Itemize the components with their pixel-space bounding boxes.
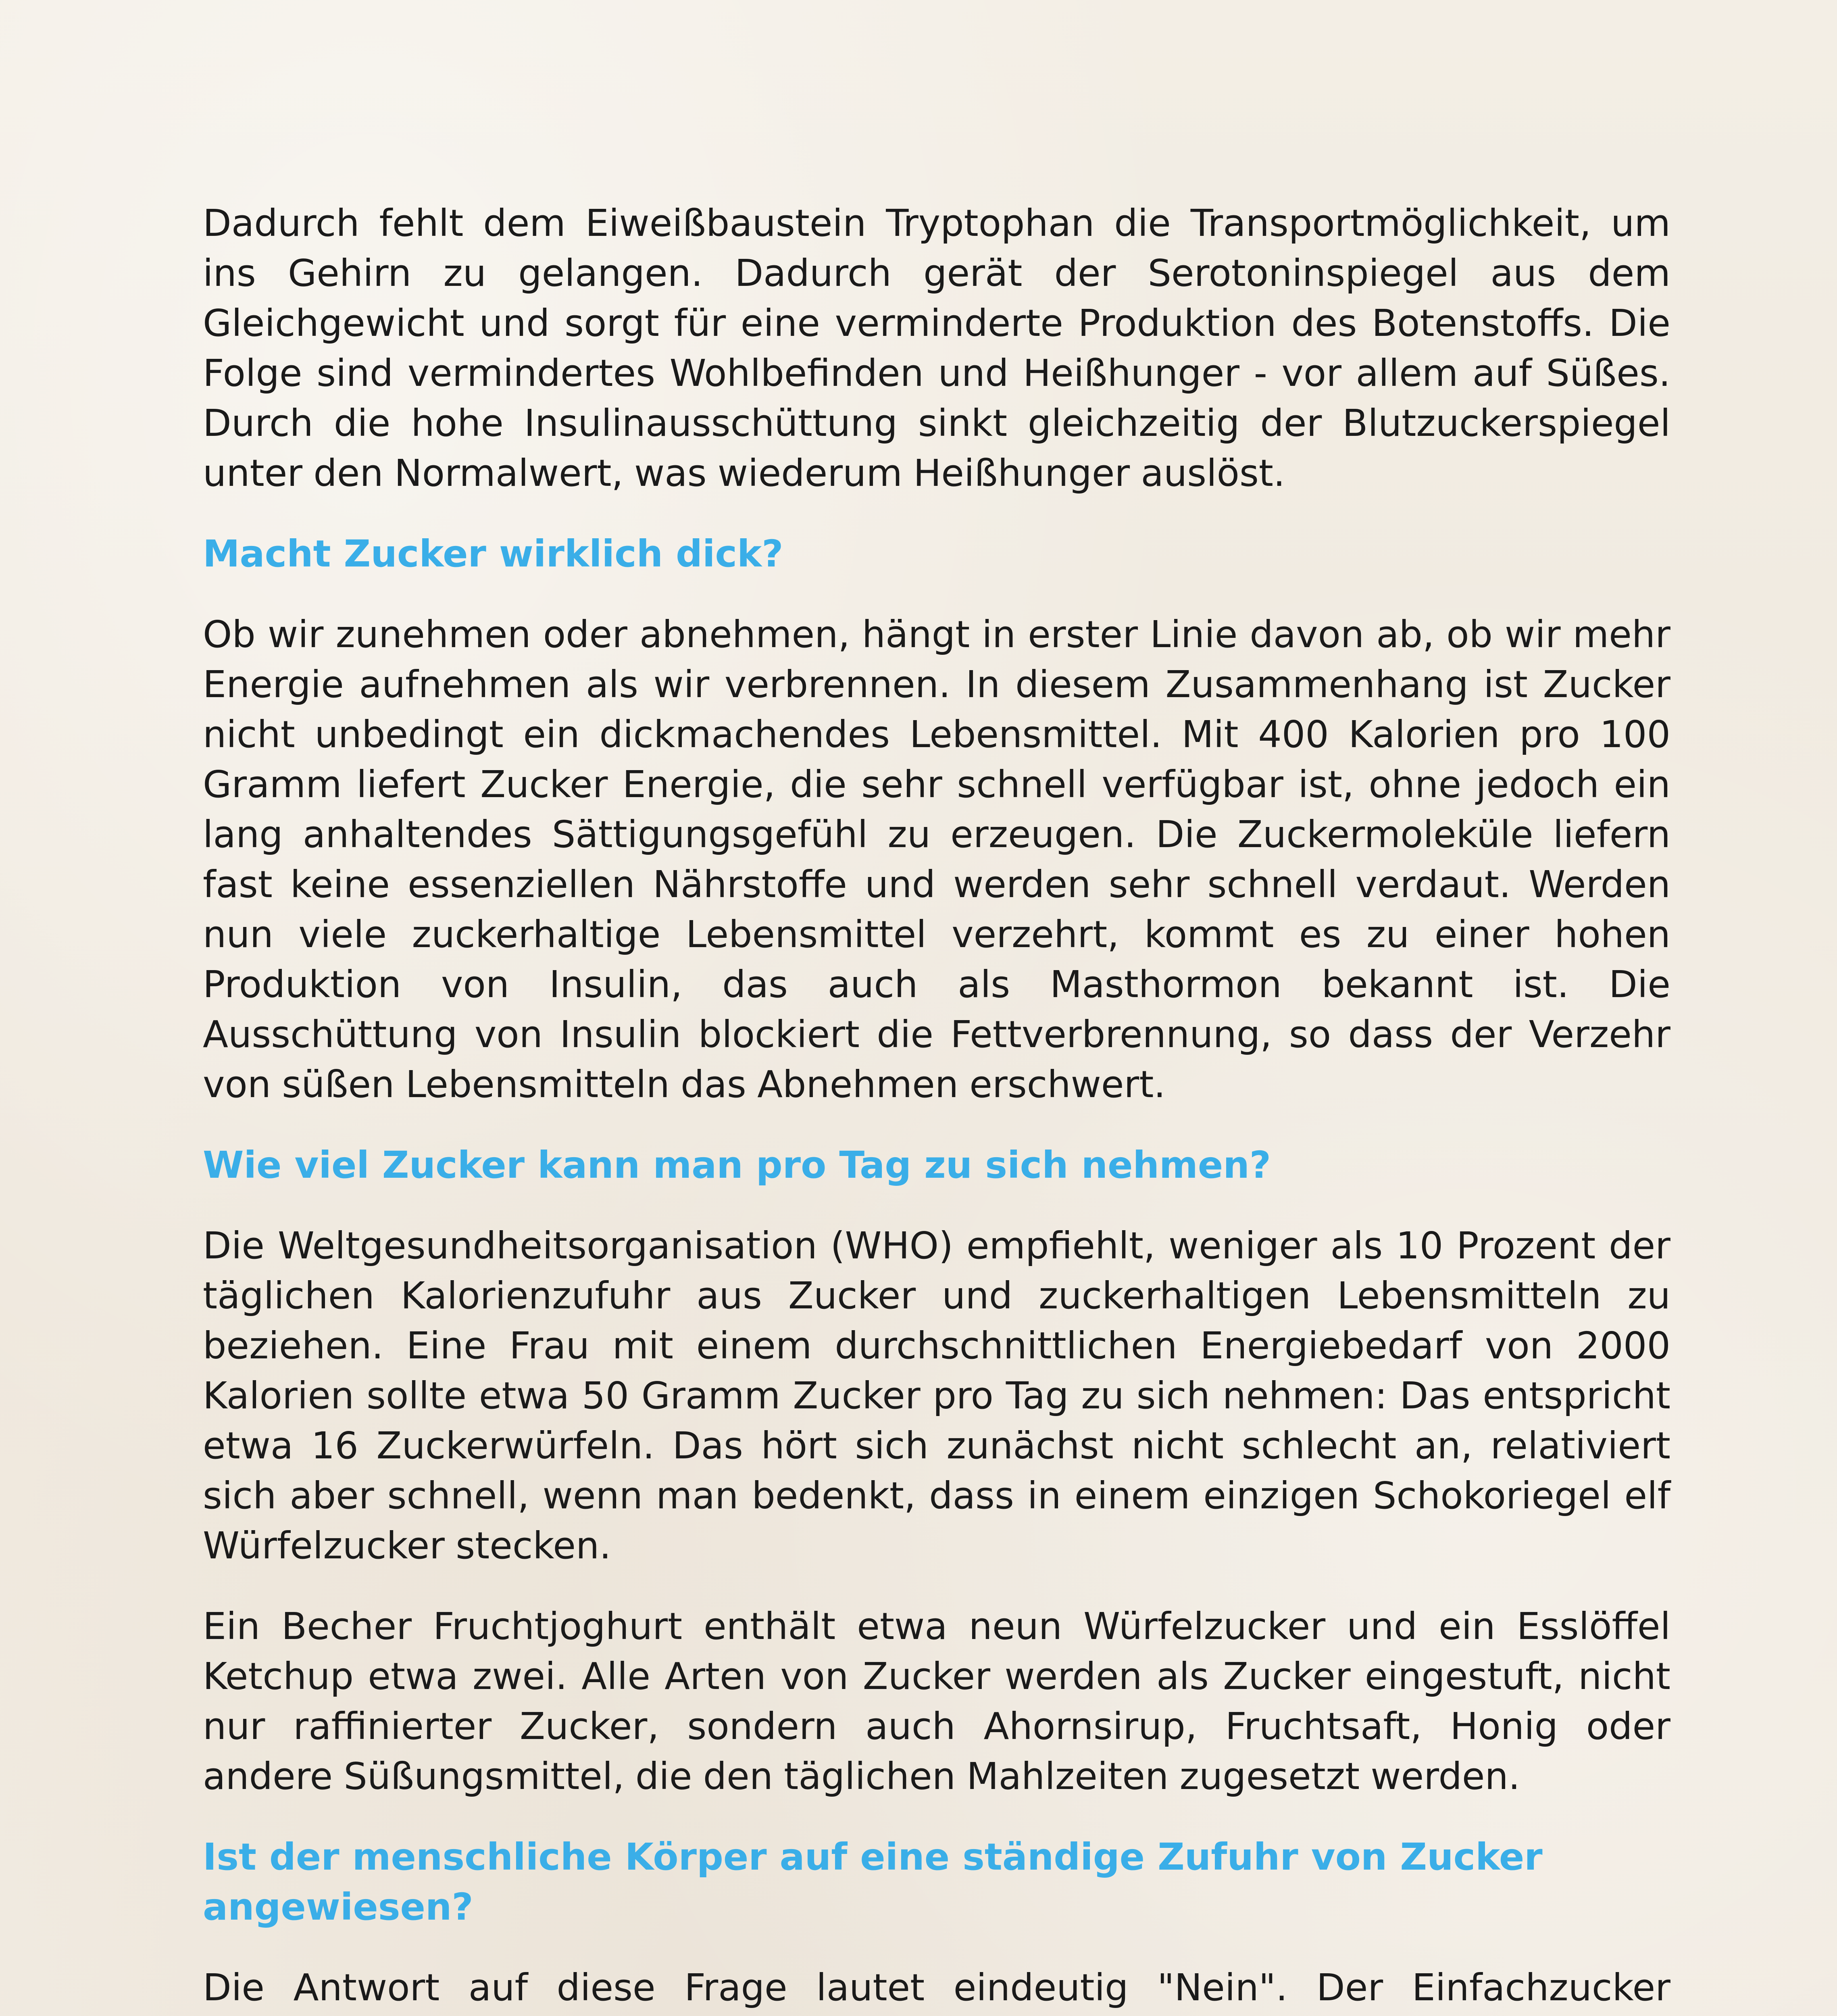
- heading-zufuhr-zucker: Ist der menschliche Körper auf eine ständige Zufuhr von Zucker angewiesen?: [203, 1835, 1543, 1929]
- page-content: [203, 198, 1670, 2016]
- paragraph-zunehmen-abnehmen: Ob wir zunehmen oder abnehmen, hängt in erster Linie davon ab, ob wir mehr Energie aufnehmen als wir verbrennen. In diesem Zusammenhang ist Zucker nicht unbedingt ein dickmachendes Lebensmittel. Mit 400 Kalorien pro 100 Gramm liefert Zucker Energie, die sehr schnell verfügbar ist, ohne jedoch ein lang anhaltendes Sättigungsgefühl zu erzeugen. Die Zuckermoleküle liefern fast keine essenziellen Nährstoffe und werden sehr schnell verdaut. Werden nun viele zuckerhaltige Lebensmittel verzehrt, kommt es zu einer hohen Produktion von Insulin, das auch als Masthormon bekannt ist. Die Ausschüttung von Insulin blockiert die Fettverbrennung, so dass der Verzehr von süßen Lebensmitteln das Abnehmen erschwert.: [203, 613, 1670, 1106]
- heading-macht-zucker-dick: Macht Zucker wirklich dick?: [203, 532, 783, 575]
- paragraph-serotonin: Dadurch fehlt dem Eiweißbaustein Tryptophan die Transportmöglichkeit, um ins Gehirn zu gelangen. Dadurch gerät der Serotoninspiegel aus dem Gleichgewicht und sorgt für eine verminderte Produktion des Botenstoffs. Die Folge sind vermindertes Wohlbefinden und Heißhunger - vor allem auf Süßes. Durch die hohe Insulinausschüttung sinkt gleichzeitig der Blutzuckerspiegel unter den Normalwert, was wiederum Heißhunger auslöst.: [203, 202, 1670, 495]
- paragraph-fruchtjoghurt: Ein Becher Fruchtjoghurt enthält etwa neun Würfelzucker und ein Esslöffel Ketchup etwa zwei. Alle Arten von Zucker werden als Zucker eingestuft, nicht nur raffinierter Zucker, sondern auch Ahornsirup, Fruchtsaft, Honig oder andere Süßungsmittel, die den täglichen Mahlzeiten zugesetzt werden.: [203, 1605, 1670, 1798]
- paragraph-antwort-nein: Die Antwort auf diese Frage lautet eindeutig "Nein". Der Einfachzucker: [203, 1966, 1670, 2009]
- paragraph-who-empfehlung: Die Weltgesundheitsorganisation (WHO) empfiehlt, weniger als 10 Prozent der täglichen Kalorienzufuhr aus Zucker und zuckerhaltigen Lebensmitteln zu beziehen. Eine Frau mit einem durchschnittlichen Energiebedarf von 2000 Kalorien sollte etwa 50 Gramm Zucker pro Tag zu sich nehmen: Das entspricht etwa 16 Zuckerwürfeln. Das hört sich zunächst nicht schlecht an, relativiert sich aber schnell, wenn man bedenkt, dass in einem einzigen Schokoriegel elf Würfelzucker stecken.: [203, 1224, 1670, 1567]
- heading-zucker-pro-tag: Wie viel Zucker kann man pro Tag zu sich nehmen?: [203, 1143, 1271, 1187]
